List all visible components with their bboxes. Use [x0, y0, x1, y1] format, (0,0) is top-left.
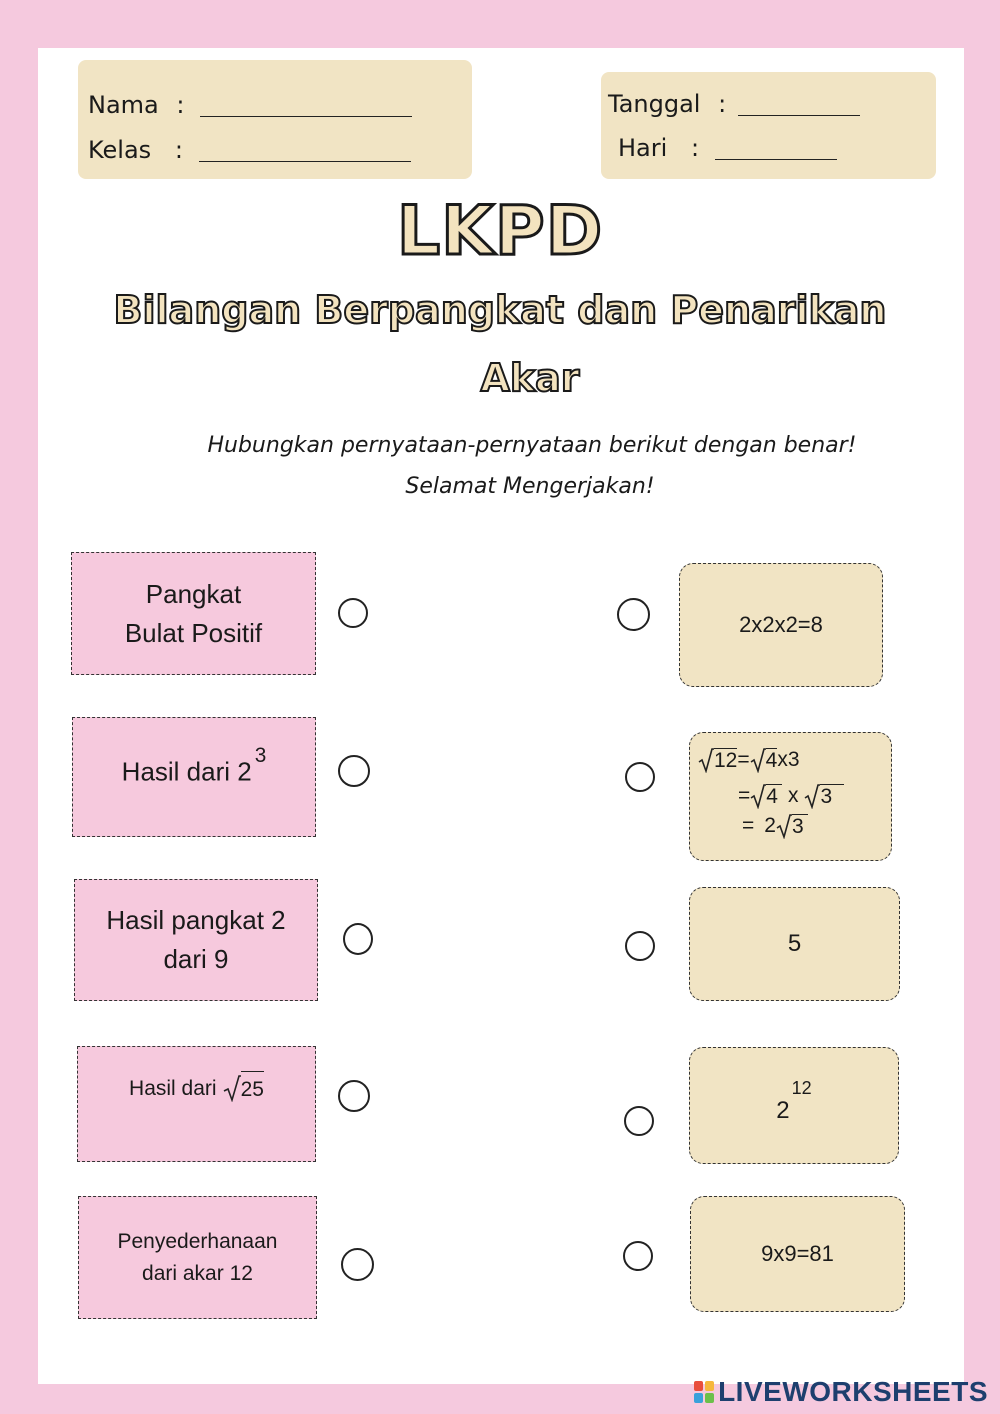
- right-item-4-base: 2: [776, 1096, 790, 1124]
- right-item-4-exponent: 12: [791, 1078, 812, 1098]
- left-item-1: [71, 552, 316, 675]
- class-colon: :: [174, 136, 183, 164]
- right-item-5-text: 9x9=81: [761, 1241, 834, 1266]
- right-dot-5[interactable]: [623, 1241, 653, 1271]
- sqrt-symbol-icon: [804, 783, 820, 809]
- class-row: [88, 131, 411, 164]
- name-colon: :: [176, 91, 185, 119]
- sqrt-symbol-icon: [776, 813, 792, 839]
- day-label: Hari: [618, 134, 668, 162]
- right-item-1-text: 2x2x2=8: [739, 612, 823, 637]
- left-dot-3[interactable]: [343, 923, 373, 955]
- sqrt-symbol-icon: [698, 747, 714, 773]
- left-item-5: [78, 1196, 317, 1319]
- left-dot-5[interactable]: [341, 1248, 374, 1281]
- date-colon: :: [718, 90, 727, 118]
- left-item-3-line2: dari 9: [163, 944, 229, 974]
- worksheet-title: LKPD: [396, 192, 604, 271]
- left-dot-4[interactable]: [338, 1080, 370, 1112]
- left-item-2-text: Hasil dari 2: [121, 756, 252, 787]
- date-row: [608, 87, 860, 118]
- liveworksheets-logo-icon: [694, 1381, 714, 1403]
- left-item-2: [72, 717, 316, 837]
- left-item-5-line2: dari akar 12: [142, 1261, 253, 1285]
- left-item-1-line1: Pangkat: [145, 578, 242, 609]
- liveworksheets-logo-text: LIVEWORKSHEETS: [718, 1376, 988, 1407]
- right-item-1: [679, 563, 883, 687]
- right-item-5: [690, 1196, 905, 1312]
- left-dot-1[interactable]: [338, 598, 368, 628]
- left-item-2-exponent: 3: [254, 744, 267, 767]
- left-item-1-line2: Bulat Positif: [124, 617, 263, 648]
- left-dot-2[interactable]: [338, 755, 370, 787]
- right-item-2-line1: 12 = 4 x3: [698, 747, 800, 773]
- name-row: [88, 86, 412, 119]
- sqrt-symbol-icon: [750, 747, 766, 773]
- worksheet-subtitle-line2: Akar: [480, 356, 580, 400]
- right-item-4: [689, 1047, 899, 1164]
- name-label: Nama: [88, 91, 159, 119]
- left-item-4-radicand: 25: [241, 1071, 264, 1106]
- left-item-4: [77, 1046, 316, 1162]
- right-item-2: [689, 732, 892, 861]
- right-dot-3[interactable]: [625, 931, 655, 961]
- right-item-3-text: 5: [787, 930, 802, 957]
- right-item-2-line2: = 4 x 3: [738, 783, 844, 809]
- left-item-4-text: Hasil dari: [129, 1076, 217, 1100]
- right-dot-1[interactable]: [617, 598, 650, 631]
- left-item-5-line1: Penyederhanaan: [117, 1230, 278, 1253]
- worksheet-subtitle-line1: Bilangan Berpangkat dan Penarikan: [113, 288, 887, 332]
- sqrt-symbol-icon: [223, 1074, 241, 1102]
- day-row: [618, 131, 837, 162]
- right-dot-2[interactable]: [625, 762, 655, 792]
- name-field[interactable]: [200, 86, 412, 117]
- instruction-line2: Selamat Mengerjakan!: [405, 474, 655, 499]
- instruction-line1: Hubungkan pernyataan-pernyataan berikut dengan benar!: [207, 433, 857, 458]
- class-field[interactable]: [199, 131, 411, 162]
- left-item-3-line1: Hasil pangkat 2: [106, 905, 286, 935]
- day-colon: :: [690, 134, 700, 162]
- left-item-3: [74, 879, 318, 1001]
- class-label: Kelas: [88, 136, 152, 164]
- right-item-3: [689, 887, 900, 1001]
- sqrt-symbol-icon: [750, 783, 766, 809]
- day-field[interactable]: [715, 131, 837, 160]
- date-label: Tanggal: [608, 90, 701, 118]
- date-field[interactable]: [738, 87, 860, 116]
- liveworksheets-logo: [694, 1376, 988, 1408]
- right-item-2-line3: = 2 3: [742, 813, 808, 839]
- right-dot-4[interactable]: [624, 1106, 654, 1136]
